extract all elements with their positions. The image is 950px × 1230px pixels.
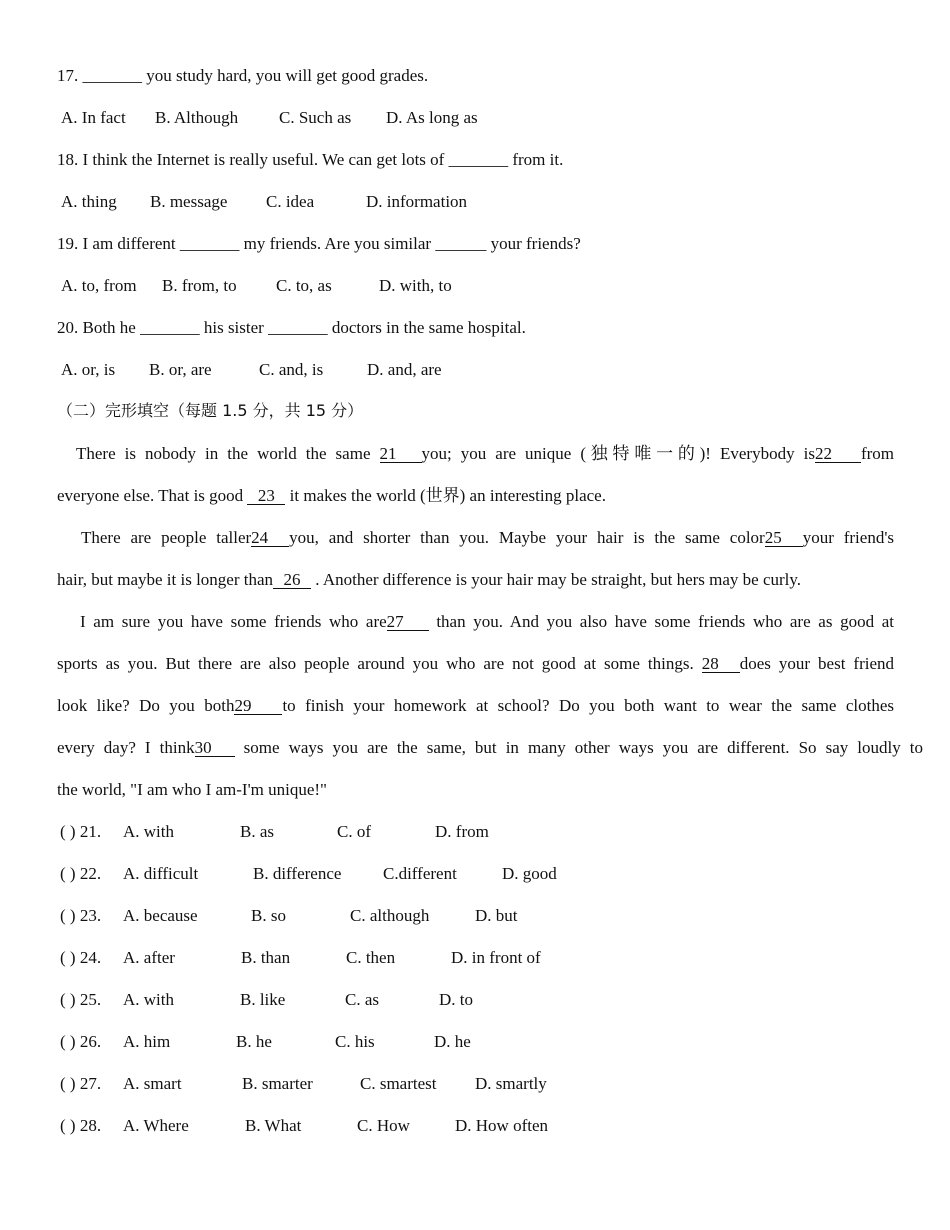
blank-29: 29: [234, 697, 282, 715]
cloze-item-21-option-d: D. from: [435, 822, 489, 841]
question-18-option-c: C. idea: [266, 192, 315, 211]
blank-30: 30: [195, 739, 235, 757]
question-19-option-a: A. to, from: [61, 276, 137, 295]
cloze-item-23-option-d: D. but: [475, 906, 518, 925]
blank-25: 25: [765, 529, 803, 547]
question-20-option-a: A. or, is: [61, 360, 116, 379]
question-18-option-b: B. message: [150, 192, 228, 211]
cloze-item-22-option-b: B. difference: [253, 864, 342, 883]
blank-27: 27: [387, 613, 429, 631]
cloze-item-26-option-c: C. his: [335, 1032, 375, 1051]
cloze-item-24-option-d: D. in front of: [451, 948, 541, 967]
cloze-item-23-option-a: A. because: [123, 906, 198, 925]
cloze-item-27-option-a: A. smart: [123, 1074, 182, 1093]
cloze-item-21-option-a: A. with: [123, 822, 174, 841]
blank-21: 21: [380, 445, 422, 463]
cloze-item-25-option-b: B. like: [240, 990, 286, 1009]
cloze-item-25-option-d: D. to: [439, 990, 473, 1009]
passage-text: from: [860, 444, 894, 463]
question-17-option-b: B. Although: [155, 108, 239, 127]
question-19-option-c: C. to, as: [276, 276, 332, 295]
cloze-item-28-option-d: D. How often: [455, 1116, 549, 1135]
passage-text: some ways you are the same, but in many other ways you are different. So say loudly to: [234, 738, 924, 757]
passage-text: There is nobody in the world the same: [76, 444, 380, 463]
cloze-item-25-option-a: A. with: [123, 990, 174, 1009]
question-20-stem: 20. Both he _______ his sister _______ doctors in the same hospital.: [57, 318, 526, 337]
passage-text: . Another difference is your hair may be straight, but hers may be curly.: [311, 570, 802, 589]
cloze-item-28-option-c: C. How: [357, 1116, 410, 1135]
passage-text: than you. And you also have some friends who are as good at: [428, 612, 894, 631]
passage-p3-line4: [57, 738, 923, 758]
blank-22: 22: [815, 445, 861, 463]
cloze-item-23-number: ( ) 23.: [60, 906, 102, 925]
cloze-item-26-number: ( ) 26.: [60, 1032, 102, 1051]
cloze-item-27-option-c: C. smartest: [360, 1074, 437, 1093]
question-17-option-a: A. In fact: [61, 108, 126, 127]
question-17-option-c: C. Such as: [279, 108, 352, 127]
passage-text: everyone else. That is good: [57, 486, 248, 505]
cloze-item-21-number: ( ) 21.: [60, 822, 102, 841]
passage-p1-line2: [57, 486, 606, 506]
passage-p2-line2: [57, 570, 801, 590]
question-17-option-d: D. As long as: [386, 108, 478, 127]
question-17-stem: 17. _______ you study hard, you will get good grades.: [57, 66, 429, 85]
passage-p3-line3: [57, 696, 894, 716]
blank-28: 28: [702, 655, 740, 673]
blank-26: 26: [273, 571, 311, 589]
cloze-item-28-option-b: B. What: [245, 1116, 302, 1135]
cloze-item-27-option-d: D. smartly: [475, 1074, 547, 1093]
cloze-item-28-number: ( ) 28.: [60, 1116, 102, 1135]
passage-text: every day? I think: [57, 738, 195, 757]
question-19-option-d: D. with, to: [379, 276, 452, 295]
question-18-stem: 18. I think the Internet is really useful. We can get lots of _______ from it.: [57, 150, 564, 169]
passage-text: to finish your homework at school? Do you both want to wear the same clothes: [282, 696, 894, 715]
passage-p3-line1: [80, 612, 894, 632]
cloze-item-27-option-b: B. smarter: [242, 1074, 313, 1093]
section-heading: （二）完形填空（每题 1.5 分，共 15 分）: [57, 401, 364, 420]
question-19-option-b: B. from, to: [162, 276, 237, 295]
passage-text: does your best friend: [739, 654, 894, 673]
question-20-option-c: C. and, is: [259, 360, 324, 379]
question-20-option-d: D. and, are: [367, 360, 442, 379]
cloze-item-24-option-b: B. than: [241, 948, 291, 967]
passage-text: it makes the world (世界) an interesting place.: [285, 486, 606, 505]
cloze-item-26-option-a: A. him: [123, 1032, 171, 1051]
cloze-item-28-option-a: A. Where: [123, 1116, 189, 1135]
cloze-item-24-option-c: C. then: [346, 948, 396, 967]
passage-p3-line5: the world, "I am who I am-I'm unique!": [57, 780, 327, 799]
blank-23: 23: [247, 487, 285, 505]
cloze-item-26-option-b: B. he: [236, 1032, 272, 1051]
question-19-stem: 19. I am different _______ my friends. Are you similar ______ your friends?: [57, 234, 581, 253]
cloze-item-22-number: ( ) 22.: [60, 864, 102, 883]
passage-p2-line1: [81, 528, 894, 548]
passage-text: your friend's: [802, 528, 894, 547]
cloze-item-25-option-c: C. as: [345, 990, 379, 1009]
passage-text: hair, but maybe it is longer than: [57, 570, 274, 589]
passage-text: you; you are unique (独特唯一的)! Everybody is: [421, 444, 815, 463]
question-18-option-a: A. thing: [61, 192, 117, 211]
question-20-option-b: B. or, are: [149, 360, 212, 379]
passage-p3-line2: [57, 654, 894, 674]
cloze-item-22-option-d: D. good: [502, 864, 557, 883]
cloze-item-22-option-c: C.different: [383, 864, 457, 883]
cloze-item-22-option-a: A. difficult: [123, 864, 199, 883]
passage-p1-line1: [76, 444, 894, 464]
blank-24: 24: [251, 529, 289, 547]
cloze-item-23-option-c: C. although: [350, 906, 430, 925]
passage-text: I am sure you have some friends who are: [80, 612, 387, 631]
passage-text: There are people taller: [81, 528, 252, 547]
cloze-item-23-option-b: B. so: [251, 906, 286, 925]
cloze-item-27-number: ( ) 27.: [60, 1074, 102, 1093]
passage-text: look like? Do you both: [57, 696, 235, 715]
cloze-item-24-option-a: A. after: [123, 948, 175, 967]
cloze-item-26-option-d: D. he: [434, 1032, 471, 1051]
passage-text: you, and shorter than you. Maybe your hair is the same color: [289, 528, 765, 547]
cloze-item-21-option-c: C. of: [337, 822, 371, 841]
question-18-option-d: D. information: [366, 192, 468, 211]
cloze-item-24-number: ( ) 24.: [60, 948, 102, 967]
passage-text: sports as you. But there are also people around you who are not good at some things.: [57, 654, 702, 673]
cloze-item-21-option-b: B. as: [240, 822, 274, 841]
cloze-item-25-number: ( ) 25.: [60, 990, 102, 1009]
